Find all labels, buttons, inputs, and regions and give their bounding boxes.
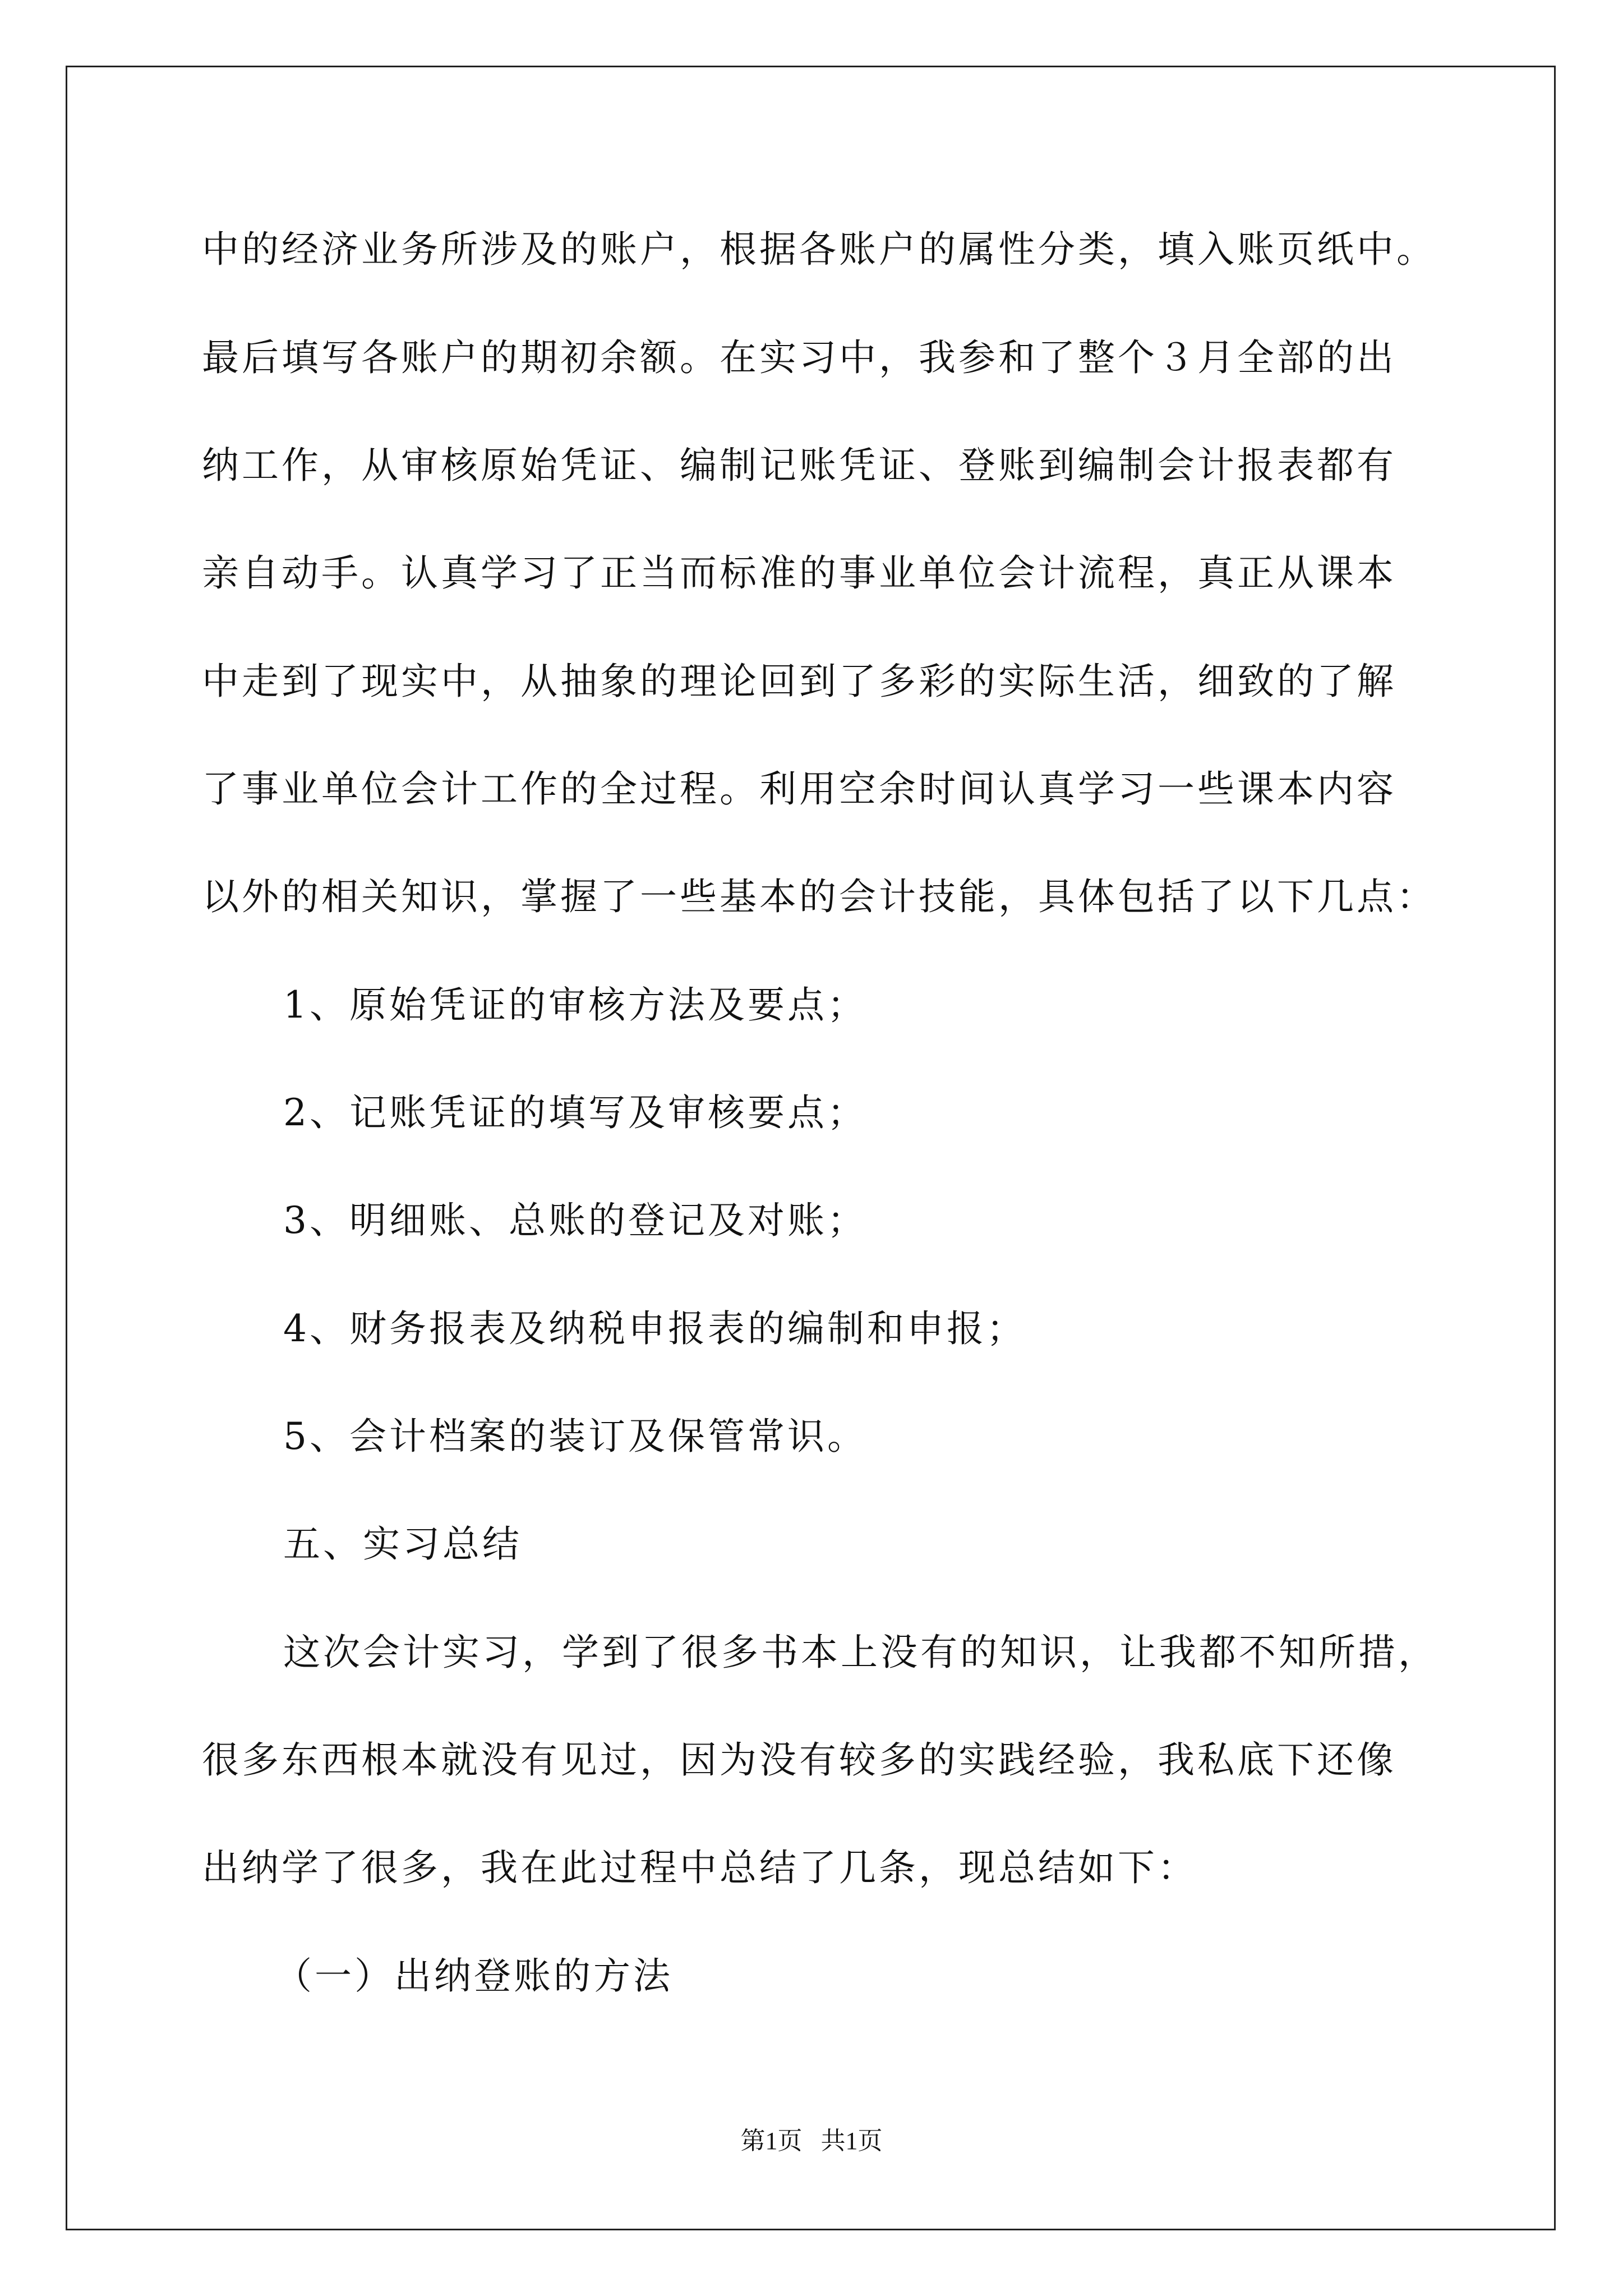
list-item-3: 3、明细账、总账的登记及对账； [283, 1199, 867, 1242]
page-number-footer: 第1页 共1页 [740, 2127, 883, 2155]
body-line-1: 中的经济业务所涉及的账户，根据各账户的属性分类，填入账页纸中。 [202, 228, 1436, 271]
list-item-2: 2、记账凭证的填写及审核要点； [283, 1091, 867, 1134]
page-border [66, 66, 1556, 2230]
summary-line-2: 很多东西根本就没有见过，因为没有较多的实践经验，我私底下还像 [202, 1738, 1396, 1782]
body-line-4: 亲自动手。认真学习了正当而标准的事业单位会计流程，真正从课本 [202, 551, 1396, 595]
summary-line-3: 出纳学了很多，我在此过程中总结了几条，现总结如下： [202, 1846, 1197, 1889]
body-line-6: 了事业单位会计工作的全过程。利用空余时间认真学习一些课本内容 [202, 767, 1396, 811]
sub-heading: （一）出纳登账的方法 [275, 1954, 673, 1998]
list-item-5: 5、会计档案的装订及保管常识。 [283, 1415, 867, 1458]
list-item-4: 4、财务报表及纳税申报表的编制和申报； [283, 1307, 1026, 1350]
list-item-1: 1、原始凭证的审核方法及要点； [283, 983, 867, 1027]
body-line-5: 中走到了现实中，从抽象的理论回到了多彩的实际生活，细致的了解 [202, 660, 1396, 703]
body-line-2: 最后填写各账户的期初余额。在实习中，我参和了整个３月全部的出 [202, 336, 1396, 379]
body-line-7: 以外的相关知识，掌握了一些基本的会计技能，具体包括了以下几点： [202, 875, 1436, 918]
summary-line-1: 这次会计实习，学到了很多书本上没有的知识，让我都不知所措， [283, 1631, 1438, 1674]
body-line-3: 纳工作，从审核原始凭证、编制记账凭证、登账到编制会计报表都有 [202, 444, 1396, 487]
section-heading: 五、实习总结 [283, 1522, 522, 1566]
